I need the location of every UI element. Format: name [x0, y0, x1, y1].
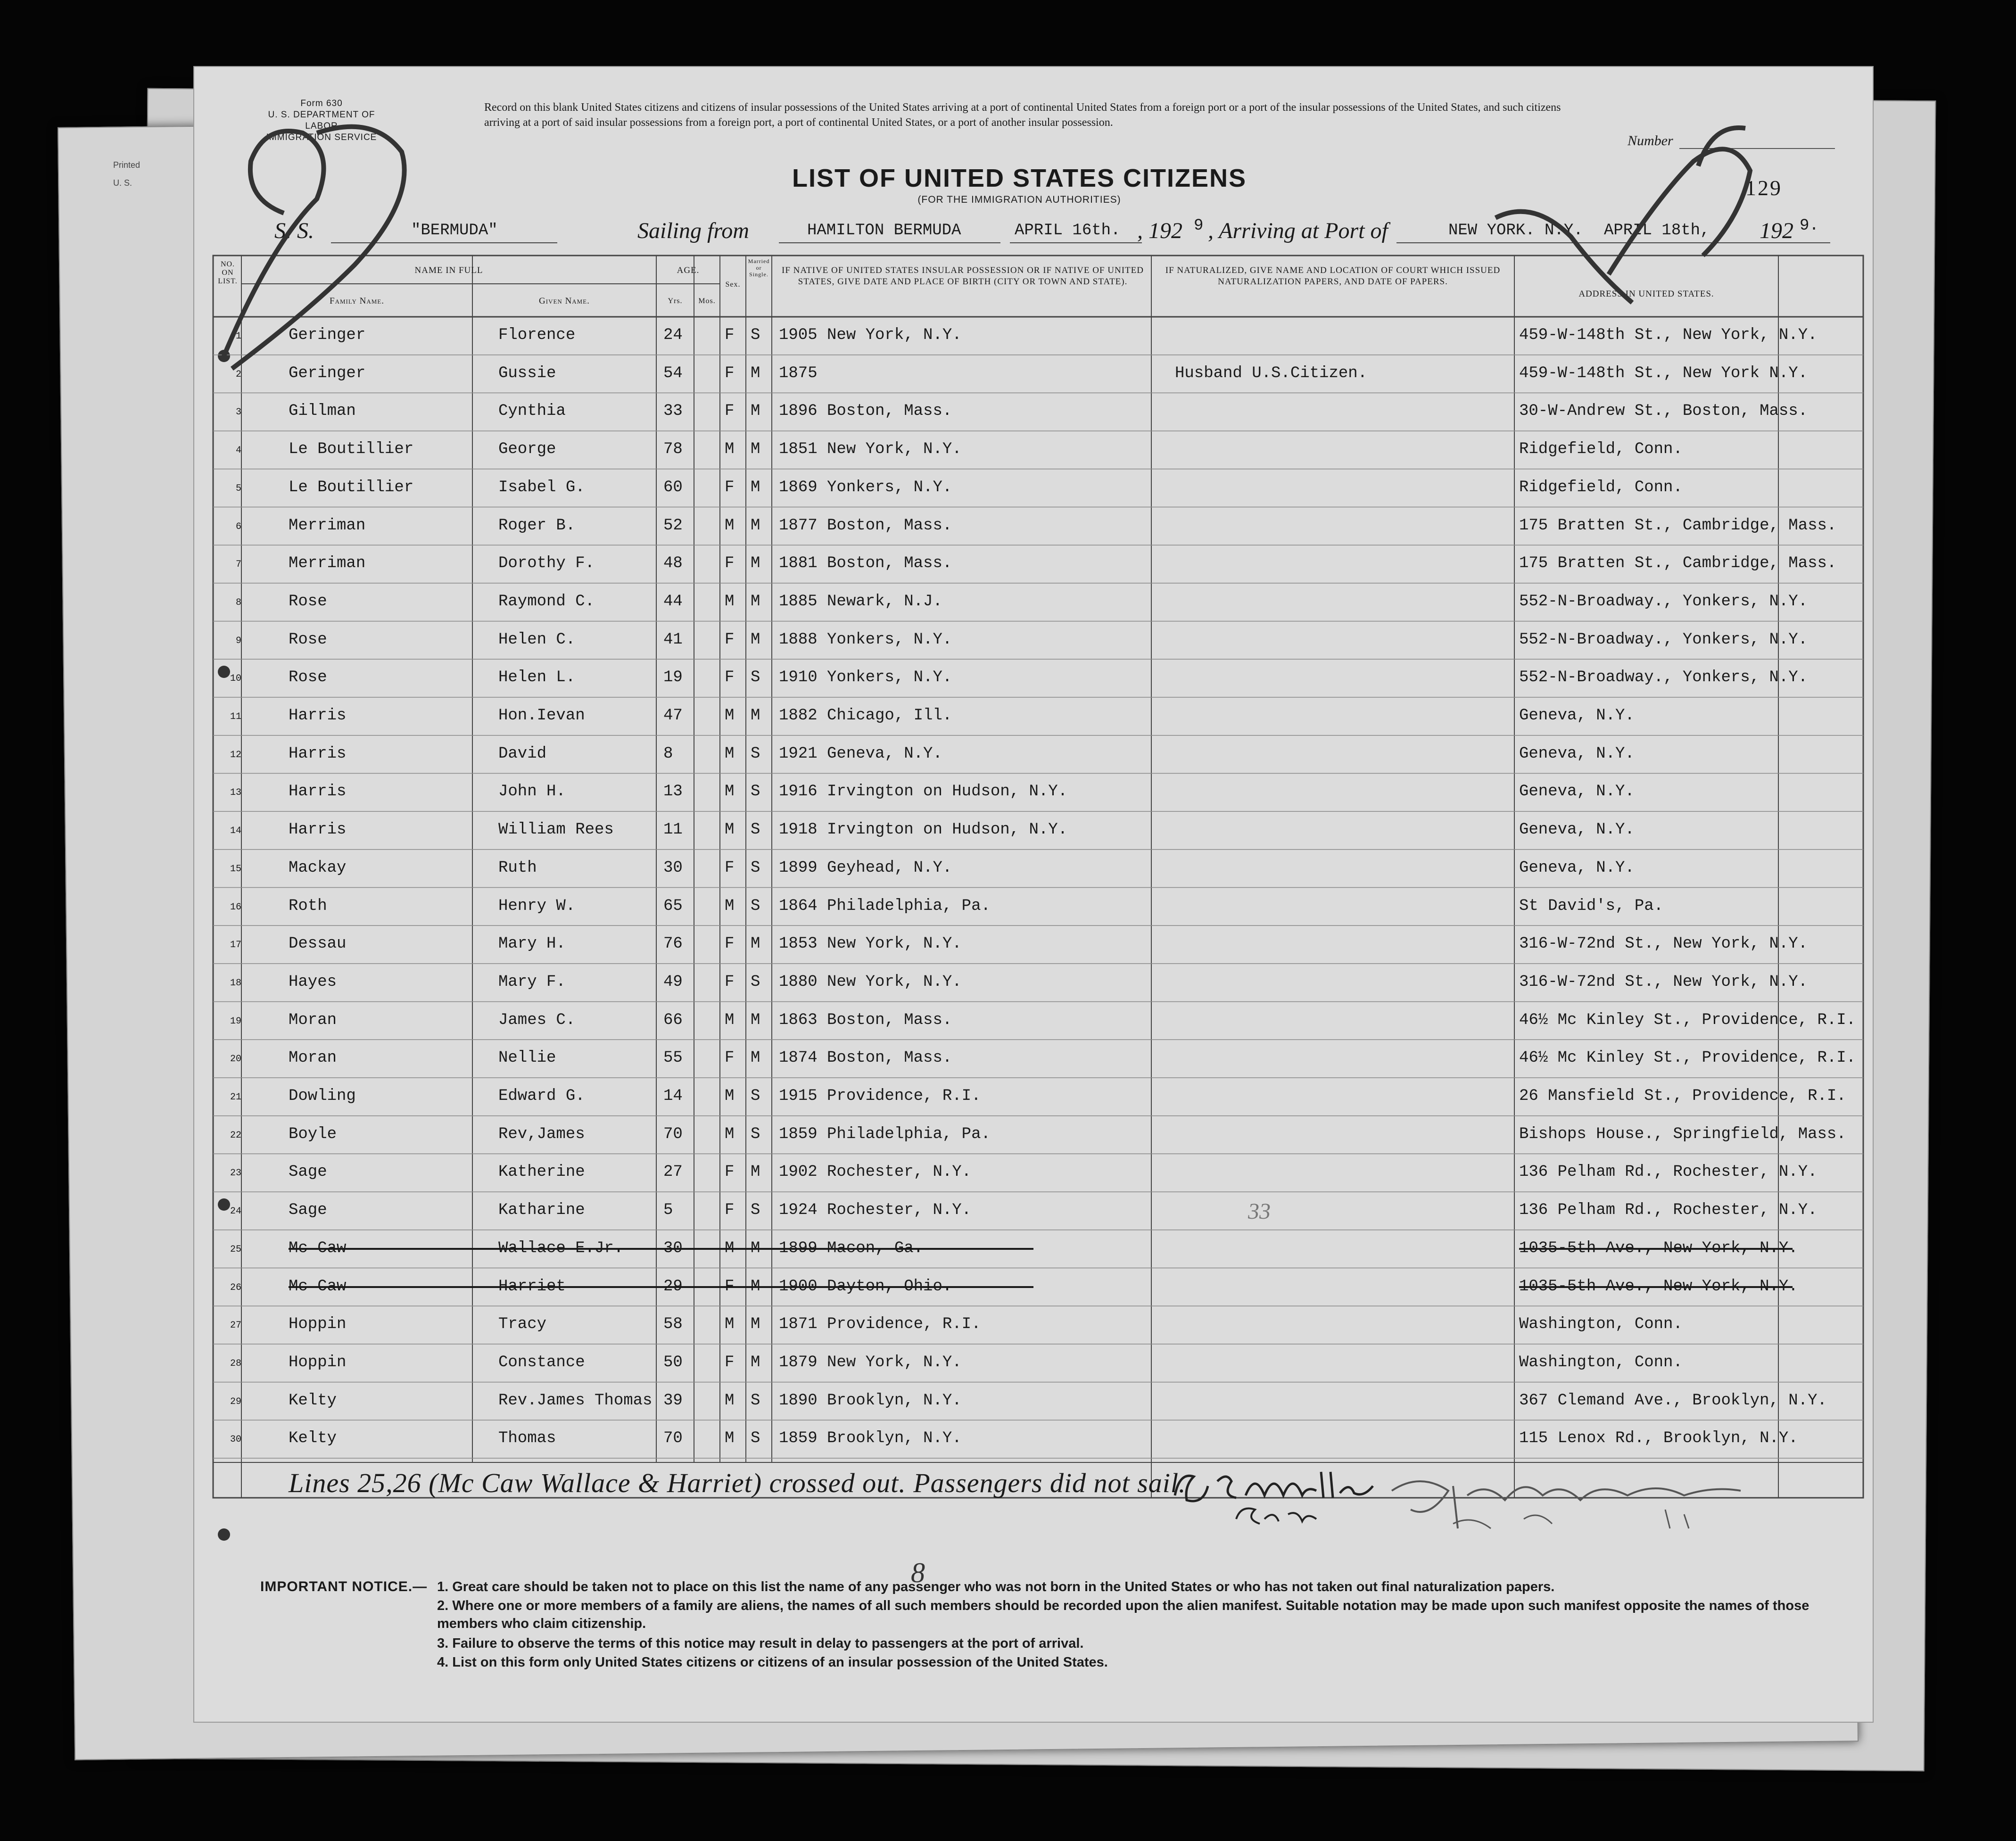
line-number: 28 [230, 1358, 241, 1369]
marital-status: S [751, 821, 760, 839]
birth-info: 1896 Boston, Mass. [779, 402, 952, 421]
line-number: 16 [230, 901, 241, 913]
age-years: 8 [663, 744, 673, 763]
us-address: 552-N-Broadway., Yonkers, N.Y. [1519, 630, 1808, 649]
col-header-yrs: Yrs. [668, 297, 683, 305]
line-number: 6 [235, 521, 241, 532]
us-address: Geneva, N.Y. [1519, 744, 1635, 763]
sex: M [725, 1011, 735, 1029]
line-number: 23 [230, 1168, 241, 1179]
arrival-year: 9. [1800, 217, 1819, 235]
age-years: 30 [663, 1239, 683, 1257]
age-years: 24 [663, 326, 683, 344]
sex: M [725, 1315, 735, 1334]
sex: M [725, 1087, 735, 1105]
birth-info: 1890 Brooklyn, N.Y. [779, 1391, 962, 1410]
marital-status: S [751, 326, 760, 344]
line-number: 29 [230, 1396, 241, 1407]
sex: F [725, 1049, 735, 1067]
age-years: 14 [663, 1087, 683, 1105]
age-years: 11 [663, 821, 683, 839]
us-address: 26 Mansfield St., Providence, R.I. [1519, 1087, 1846, 1105]
line-number: 15 [230, 863, 241, 875]
us-address: St David's, Pa. [1519, 897, 1664, 915]
us-address: 316-W-72nd St., New York, N.Y. [1519, 935, 1808, 953]
sex: M [725, 516, 735, 535]
col-header-birthplace: IF NATIVE OF UNITED STATES INSULAR POSSESSION OR IF NATIVE OF UNITED STATES, GIVE DATE AND PLACE OF BIRTH (CITY OR TOWN AND STATE). [782, 265, 1144, 287]
line-number: 25 [230, 1244, 241, 1255]
notice-item: 1. Great care should be taken not to place on this list the name of any passenger who was not born in the United States or who has not taken out final naturalization papers. [437, 1579, 1555, 1594]
line-number: 4 [235, 445, 241, 456]
birth-info: 1875 [779, 364, 818, 382]
sex: M [725, 783, 735, 801]
sex: M [725, 1239, 735, 1257]
family-name: Dessau [289, 935, 347, 953]
sex: F [725, 326, 735, 344]
sex: M [725, 897, 735, 915]
birth-info: 1924 Rochester, N.Y. [779, 1201, 972, 1220]
birth-info: 1882 Chicago, Ill. [779, 707, 952, 725]
family-name: Kelty [289, 1429, 337, 1448]
us-address: Geneva, N.Y. [1519, 707, 1635, 725]
line-number: 9 [235, 635, 241, 646]
small-mark: 8 [911, 1557, 925, 1588]
col-header-given-name: Given Name. [539, 296, 590, 306]
sex: M [725, 821, 735, 839]
age-years: 55 [663, 1049, 683, 1067]
sex: F [725, 402, 735, 421]
marital-status: M [751, 1353, 760, 1371]
sex: F [725, 935, 735, 953]
ship-name: "BERMUDA" [411, 222, 498, 239]
given-name: Constance [498, 1353, 585, 1371]
us-address: Geneva, N.Y. [1519, 821, 1635, 839]
given-name: David [498, 744, 547, 763]
arrival-port: NEW YORK. N.Y. [1448, 222, 1583, 239]
age-years: 70 [663, 1429, 683, 1448]
marital-status: M [751, 707, 760, 725]
given-name: Harriet [498, 1277, 566, 1296]
given-name: Katharine [498, 1201, 585, 1220]
age-years: 58 [663, 1315, 683, 1334]
age-years: 33 [663, 402, 683, 421]
marital-status: S [751, 973, 760, 991]
given-name: Roger B. [498, 516, 576, 535]
age-years: 39 [663, 1391, 683, 1410]
family-name: Mc Caw [289, 1277, 347, 1296]
birth-info: 1910 Yonkers, N.Y. [779, 669, 952, 687]
marital-status: M [751, 554, 760, 573]
family-name: Mackay [289, 859, 347, 877]
sex: F [725, 630, 735, 649]
line-number: 30 [230, 1434, 241, 1445]
sex: F [725, 669, 735, 687]
age-years: 50 [663, 1353, 683, 1371]
col-header-family-name: Family Name. [330, 296, 384, 306]
age-years: 54 [663, 364, 683, 382]
departure-port: HAMILTON BERMUDA [807, 222, 961, 239]
marital-status: M [751, 402, 760, 421]
side-label: U. S. [113, 178, 132, 188]
family-name: Merriman [289, 554, 366, 573]
birth-info: 1869 Yonkers, N.Y. [779, 478, 952, 496]
notice-heading: IMPORTANT NOTICE.— [260, 1579, 428, 1594]
birth-info: 1915 Providence, R.I. [779, 1087, 981, 1105]
form-number: Form 630 [300, 99, 343, 108]
sex: F [725, 859, 735, 877]
us-address: 1035-5th Ave., New York, N.Y. [1519, 1239, 1798, 1257]
us-address: 459-W-148th St., New York, N.Y. [1519, 326, 1818, 344]
notice-item: 3. Failure to observe the terms of this notice may result in delay to passengers at the port of arrival. [437, 1636, 1084, 1651]
marital-status: S [751, 1391, 760, 1410]
family-name: Hayes [289, 973, 337, 991]
line-number: 26 [230, 1282, 241, 1293]
line-number: 12 [230, 749, 241, 760]
line-number: 11 [230, 711, 241, 722]
age-years: 29 [663, 1277, 683, 1296]
line-number: 27 [230, 1320, 241, 1331]
given-name: Helen L. [498, 669, 576, 687]
marital-status: M [751, 478, 760, 496]
family-name: Gillman [289, 402, 356, 421]
sex: M [725, 1125, 735, 1143]
marital-status: M [751, 1277, 760, 1296]
sex: F [725, 1353, 735, 1371]
family-name: Rose [289, 630, 327, 649]
given-name: Edward G. [498, 1087, 585, 1105]
line-number: 1 [235, 331, 241, 342]
birth-info: 1874 Boston, Mass. [779, 1049, 952, 1067]
line-number: 7 [235, 559, 241, 570]
sex: M [725, 1429, 735, 1448]
age-years: 65 [663, 897, 683, 915]
marital-status: M [751, 1239, 760, 1257]
line-number: 14 [230, 826, 241, 837]
family-name: Boyle [289, 1125, 337, 1143]
us-address: Ridgefield, Conn. [1519, 440, 1683, 459]
age-years: 66 [663, 1011, 683, 1029]
birth-info: 1888 Yonkers, N.Y. [779, 630, 952, 649]
given-name: James C. [498, 1011, 576, 1029]
given-name: George [498, 440, 556, 459]
sex: M [725, 707, 735, 725]
age-years: 5 [663, 1201, 673, 1220]
department-name: U. S. DEPARTMENT OF LABOR [268, 110, 375, 131]
line-number: 5 [235, 483, 241, 494]
given-name: Ruth [498, 859, 537, 877]
manifest-page [193, 66, 1874, 1723]
handwritten-note: Lines 25,26 (Mc Caw Wallace & Harriet) crossed out. Passengers did not sail. [289, 1468, 1186, 1498]
year-prefix: , 192 [1137, 218, 1182, 243]
page-subtitle: (FOR THE IMMIGRATION AUTHORITIES) [917, 194, 1121, 205]
birth-info: 1851 New York, N.Y. [779, 440, 962, 459]
sex: F [725, 1277, 735, 1296]
family-name: Kelty [289, 1391, 337, 1410]
family-name: Moran [289, 1049, 337, 1067]
given-name: Dorothy F. [498, 554, 595, 573]
given-name: Thomas [498, 1429, 556, 1448]
marital-status: S [751, 1429, 760, 1448]
given-name: Gussie [498, 364, 556, 382]
arriving-label: , Arriving at Port of [1208, 218, 1388, 243]
notice-item: 2. Where one or more members of a family are aliens, the names of all such members should be recorded upon the alien manifest. Suitable notation may be made upon such manifest opposite the names of those members who claim citizenship. [437, 1598, 1809, 1631]
age-years: 76 [663, 935, 683, 953]
ss-label: S. S. [274, 218, 314, 243]
given-name: Rev,James [498, 1125, 585, 1143]
marital-status: S [751, 897, 760, 915]
notice-item: 4. List on this form only United States citizens or citizens of an insular possession of the United States. [437, 1655, 1108, 1670]
line-number: 22 [230, 1130, 241, 1141]
us-address: 552-N-Broadway., Yonkers, N.Y. [1519, 669, 1808, 687]
given-name: Katherine [498, 1163, 585, 1181]
departure-date: APRIL 16th. [1015, 222, 1121, 239]
age-years: 49 [663, 973, 683, 991]
col-header-no: NO. ON LIST. [218, 260, 238, 285]
marital-status: M [751, 935, 760, 953]
marital-status: M [751, 630, 760, 649]
family-name: Harris [289, 821, 347, 839]
line-number: 2 [235, 369, 241, 380]
marital-status: M [751, 1163, 760, 1181]
line-number: 20 [230, 1054, 241, 1065]
service-name: IMMIGRATION SERVICE [266, 132, 377, 142]
age-years: 48 [663, 554, 683, 573]
birth-info: 1899 Macon, Ga. [779, 1239, 924, 1257]
arrival-date: APRIL 18th, [1604, 222, 1710, 239]
birth-info: 1859 Philadelphia, Pa. [779, 1125, 991, 1143]
col-header-mos: Mos. [698, 297, 716, 305]
birth-info: 1871 Providence, R.I. [779, 1315, 981, 1334]
sex: F [725, 1201, 735, 1220]
given-name: Mary F. [498, 973, 566, 991]
given-name: William Rees [498, 821, 614, 839]
us-address: 367 Clemand Ave., Brooklyn, N.Y. [1519, 1391, 1827, 1410]
col-header-married-single: Married or Single. [748, 258, 770, 278]
age-years: 13 [663, 783, 683, 801]
family-name: Rose [289, 592, 327, 611]
given-name: Isabel G. [498, 478, 585, 496]
marital-status: M [751, 1011, 760, 1029]
given-name: Tracy [498, 1315, 547, 1334]
family-name: Le Boutillier [289, 478, 414, 496]
marital-status: M [751, 440, 760, 459]
marital-status: S [751, 859, 760, 877]
us-address: 552-N-Broadway., Yonkers, N.Y. [1519, 592, 1808, 611]
sex: M [725, 592, 735, 611]
age-years: 78 [663, 440, 683, 459]
birth-info: 1921 Geneva, N.Y. [779, 744, 942, 763]
col-header-naturalized: IF NATURALIZED, GIVE NAME AND LOCATION OF COURT WHICH ISSUED NATURALIZATION PAPERS, AND DATE OF PAPERS. [1165, 265, 1501, 287]
birth-info: 1918 Irvington on Hudson, N.Y. [779, 821, 1068, 839]
birth-info: 1902 Rochester, N.Y. [779, 1163, 972, 1181]
age-years: 47 [663, 707, 683, 725]
birth-info: 1899 Geyhead, N.Y. [779, 859, 952, 877]
sex: M [725, 1391, 735, 1410]
family-name: Harris [289, 783, 347, 801]
family-name: Moran [289, 1011, 337, 1029]
page-number: 129 [1745, 176, 1782, 200]
family-name: Harris [289, 707, 347, 725]
given-name: Wallace E.Jr. [498, 1239, 624, 1257]
us-address: 1035-5th Ave., New York, N.Y. [1519, 1277, 1798, 1296]
marital-status: S [751, 669, 760, 687]
marital-status: S [751, 1125, 760, 1143]
birth-info: 1877 Boston, Mass. [779, 516, 952, 535]
side-label: Printed [113, 160, 140, 170]
us-address: 30-W-Andrew St., Boston, Mass. [1519, 402, 1808, 421]
family-name: Merriman [289, 516, 366, 535]
given-name: Nellie [498, 1049, 556, 1067]
family-name: Geringer [289, 364, 366, 382]
sex: F [725, 1163, 735, 1181]
given-name: Florence [498, 326, 576, 344]
family-name: Hoppin [289, 1315, 347, 1334]
line-number: 17 [230, 940, 241, 951]
us-address: Washington, Conn. [1519, 1353, 1683, 1371]
sailing-label: Sailing from [637, 218, 749, 243]
departure-year: 9 [1194, 217, 1204, 235]
family-name: Hoppin [289, 1353, 347, 1371]
col-header-address: ADDRESS IN UNITED STATES. [1578, 289, 1714, 299]
age-years: 30 [663, 859, 683, 877]
year-prefix: 192 [1760, 218, 1793, 243]
sex: M [725, 440, 735, 459]
family-name: Le Boutillier [289, 440, 414, 459]
marital-status: M [751, 1315, 760, 1334]
us-address: 46½ Mc Kinley St., Providence, R.I. [1519, 1011, 1856, 1029]
number-label: Number [1628, 133, 1673, 149]
us-address: 136 Pelham Rd., Rochester, N.Y. [1519, 1163, 1818, 1181]
line-number: 3 [235, 407, 241, 418]
us-address: 46½ Mc Kinley St., Providence, R.I. [1519, 1049, 1856, 1067]
birth-info: 1916 Irvington on Hudson, N.Y. [779, 783, 1068, 801]
sex: F [725, 478, 735, 496]
family-name: Sage [289, 1163, 327, 1181]
marital-status: M [751, 592, 760, 611]
line-number: 21 [230, 1092, 241, 1103]
given-name: Cynthia [498, 402, 566, 421]
col-header-name-in-full: NAME IN FULL [414, 265, 483, 275]
us-address: 175 Bratten St., Cambridge, Mass. [1519, 554, 1837, 573]
marital-status: S [751, 1201, 760, 1220]
family-name: Mc Caw [289, 1239, 347, 1257]
family-name: Roth [289, 897, 327, 915]
age-years: 70 [663, 1125, 683, 1143]
page-title: LIST OF UNITED STATES CITIZENS [792, 164, 1247, 192]
sex: F [725, 364, 735, 382]
family-name: Dowling [289, 1087, 356, 1105]
col-header-age: AGE. [677, 265, 700, 275]
age-years: 44 [663, 592, 683, 611]
us-address: Geneva, N.Y. [1519, 783, 1635, 801]
line-number: 10 [230, 673, 241, 685]
birth-info: 1864 Philadelphia, Pa. [779, 897, 991, 915]
sex: M [725, 744, 735, 763]
line-number: 8 [235, 597, 241, 608]
given-name: Raymond C. [498, 592, 595, 611]
header-instructions: Record on this blank United States citizens and citizens of insular possessions of the United States arriving at a port of continental United States from a foreign port or a port of the insular possessions of the United States, and such citizens arriving at a port of said insular possessions from a foreign port, a port of continental United States, or a port of another insular possession. [484, 101, 1561, 129]
us-address: Washington, Conn. [1519, 1315, 1683, 1334]
us-address: 136 Pelham Rd., Rochester, N.Y. [1519, 1201, 1818, 1220]
age-years: 19 [663, 669, 683, 687]
birth-info: 1900 Dayton, Ohio. [779, 1277, 952, 1296]
line-number: 19 [230, 1015, 241, 1027]
marital-status: S [751, 783, 760, 801]
margin-mark: 33 [1248, 1199, 1271, 1224]
age-years: 60 [663, 478, 683, 496]
pencil-marks [194, 67, 1873, 1722]
marital-status: M [751, 364, 760, 382]
family-name: Geringer [289, 326, 366, 344]
birth-info: 1879 New York, N.Y. [779, 1353, 962, 1371]
us-address: 316-W-72nd St., New York, N.Y. [1519, 973, 1808, 991]
birth-info: 1863 Boston, Mass. [779, 1011, 952, 1029]
birth-info: 1853 New York, N.Y. [779, 935, 962, 953]
sex: F [725, 973, 735, 991]
birth-info: 1885 Newark, N.J. [779, 592, 942, 611]
given-name: Henry W. [498, 897, 576, 915]
marital-status: S [751, 744, 760, 763]
marital-status: M [751, 516, 760, 535]
marital-status: S [751, 1087, 760, 1105]
birth-info: 1880 New York, N.Y. [779, 973, 962, 991]
us-address: Ridgefield, Conn. [1519, 478, 1683, 496]
line-number: 24 [230, 1206, 241, 1217]
given-name: John H. [498, 783, 566, 801]
us-address: Bishops House., Springfield, Mass. [1519, 1125, 1846, 1143]
given-name: Mary H. [498, 935, 566, 953]
naturalization-info: Husband U.S.Citizen. [1175, 364, 1368, 382]
us-address: Geneva, N.Y. [1519, 859, 1635, 877]
family-name: Sage [289, 1201, 327, 1220]
us-address: 115 Lenox Rd., Brooklyn, N.Y. [1519, 1429, 1798, 1448]
given-name: Hon.Ievan [498, 707, 585, 725]
age-years: 52 [663, 516, 683, 535]
age-years: 41 [663, 630, 683, 649]
birth-info: 1881 Boston, Mass. [779, 554, 952, 573]
line-number: 13 [230, 787, 241, 799]
sex: F [725, 554, 735, 573]
birth-info: 1905 New York, N.Y. [779, 326, 962, 344]
col-header-sex: Sex. [725, 281, 741, 289]
line-number: 18 [230, 977, 241, 989]
us-address: 459-W-148th St., New York N.Y. [1519, 364, 1808, 382]
family-name: Rose [289, 669, 327, 687]
marital-status: M [751, 1049, 760, 1067]
family-name: Harris [289, 744, 347, 763]
birth-info: 1859 Brooklyn, N.Y. [779, 1429, 962, 1448]
given-name: Rev.James Thomas [498, 1391, 653, 1410]
us-address: 175 Bratten St., Cambridge, Mass. [1519, 516, 1837, 535]
age-years: 27 [663, 1163, 683, 1181]
given-name: Helen C. [498, 630, 576, 649]
